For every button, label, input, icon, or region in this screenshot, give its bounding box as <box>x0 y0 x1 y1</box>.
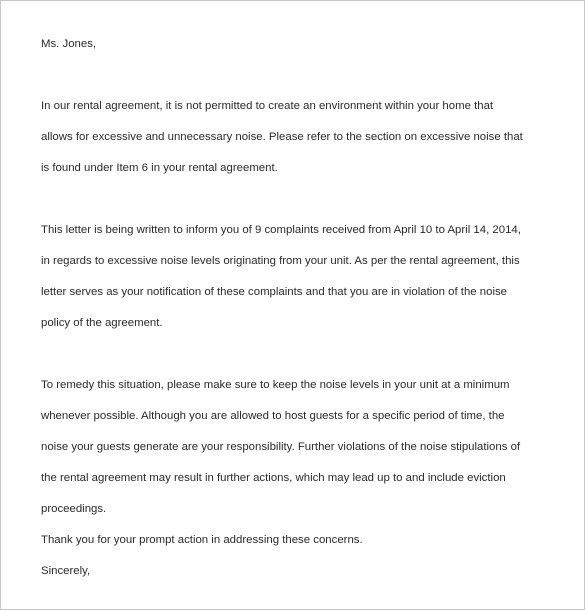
paragraph-line: proceedings. <box>41 503 107 515</box>
paragraph-line: noise your guests generate are your responsibility. Further violations of the noise stipulations of <box>41 441 521 453</box>
paragraph-line: is found under Item 6 in your rental agreement. <box>41 162 278 174</box>
paragraph-line: the rental agreement may result in further actions, which may lead up to and include eviction <box>41 472 506 484</box>
paragraph-line: To remedy this situation, please make sure to keep the noise levels in your unit at a minimum <box>41 379 510 391</box>
paragraph-spacer <box>41 184 561 215</box>
paragraph-line: policy of the agreement. <box>41 317 163 329</box>
paragraph-line: in regards to excessive noise levels originating from your unit. As per the rental agreement, this <box>41 255 520 267</box>
paragraph-line: This letter is being written to inform you of 9 complaints received from April 10 to April 14, 2014, <box>41 224 521 236</box>
paragraph-noise-policy <box>41 91 561 184</box>
paragraph-line: In our rental agreement, it is not permitted to create an environment within your home that <box>41 100 494 112</box>
paragraph-remedy <box>41 370 561 525</box>
paragraph-spacer <box>41 60 561 91</box>
thank-you-line: Thank you for your prompt action in addressing these concerns. <box>41 534 363 546</box>
paragraph-complaints <box>41 215 561 339</box>
paragraph-line: letter serves as your notification of these complaints and that you are in violation of the noise <box>41 286 508 298</box>
closing-line: Sincerely, <box>41 565 91 577</box>
paragraph-spacer <box>41 339 561 370</box>
paragraph-line: allows for excessive and unnecessary noise. Please refer to the section on excessive noise that <box>41 131 523 143</box>
salutation: Ms. Jones, <box>41 38 97 50</box>
paragraph-line: whenever possible. Although you are allowed to host guests for a specific period of time, the <box>41 410 505 422</box>
letter-body <box>41 29 561 587</box>
